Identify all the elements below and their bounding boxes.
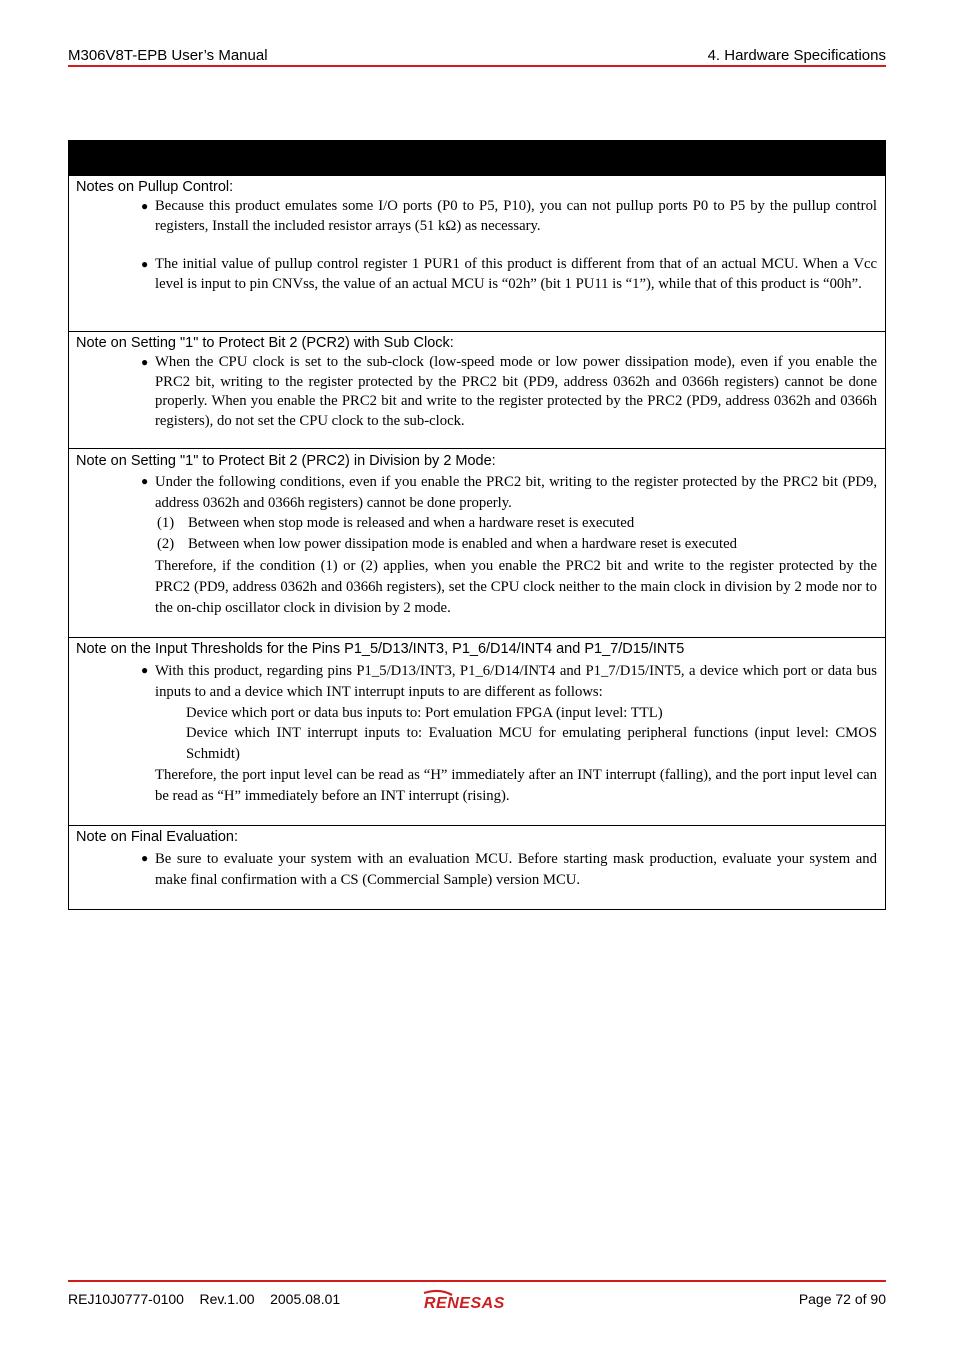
page-number: Page 72 of 90 (798, 1291, 886, 1307)
document-info: REJ10J0777-0100 Rev.1.00 2005.08.01 (68, 1291, 341, 1307)
bullet-icon: ● (141, 355, 149, 369)
notes-box-header-bar (69, 141, 885, 176)
condition-1-number: (1) (157, 515, 175, 531)
renesas-logo (422, 1289, 534, 1316)
bullet-icon: ● (141, 257, 149, 271)
final-evaluation-note: Be sure to evaluate your system with an evaluation MCU. Before starting mask production, evaluate your system and make final confirmation with a CS (Commercial Sample) version MCU. (155, 851, 877, 888)
section-divider (69, 637, 885, 638)
section-divider (69, 448, 885, 449)
division-therefore: Therefore, if the condition (1) or (2) applies, when you enable the PRC2 bit and write to the register protected by the PRC2 (PD9, address 0362h and 0366h registers), set the CPU clock neither to the main clock in division by 2 mode nor to the on-chip oscillator clock in division by 2 mode. (155, 558, 877, 616)
bullet-icon: ● (141, 199, 149, 213)
footer-rule (68, 1280, 886, 1282)
condition-2-text: Between when low power dissipation mode is enabled and when a hardware reset is executed (188, 536, 737, 552)
renesas-logo-text: RENESAS (424, 1295, 505, 1311)
section-title-pullup: Notes on Pullup Control: (76, 179, 234, 195)
pullup-note-2: The initial value of pullup control register 1 PUR1 of this product is different from that of an actual MCU. When a Vcc level is input to pin CNVss, the value of an actual MCU is “02h” (bit 1 PU11 is “1”), while that of this product is “00h”. (155, 256, 877, 292)
division-note: Under the following conditions, even if you enable the PRC2 bit, writing to the register protected by the PRC2 bit (PD9, address 0362h and 0366h registers) cannot be done properly. (155, 474, 877, 511)
section-divider (69, 331, 885, 332)
manual-title: M306V8T-EPB User’s Manual (68, 47, 268, 64)
section-title-division: Note on Setting "1" to Protect Bit 2 (PRC2) in Division by 2 Mode: (76, 453, 496, 469)
condition-2-number: (2) (157, 536, 175, 552)
chapter-title: 4. Hardware Specifications (707, 47, 886, 64)
section-title-subclock: Note on Setting "1" to Protect Bit 2 (PCR2) with Sub Clock: (76, 335, 454, 351)
condition-1-text: Between when stop mode is released and when a hardware reset is executed (188, 515, 635, 531)
device-port-input: Device which port or data bus inputs to: Port emulation FPGA (input level: TTL) (186, 705, 663, 721)
thresholds-therefore: Therefore, the port input level can be read as “H” immediately after an INT interrupt (falling), and the port input level can be read as “H” immediately before an INT interrupt (rising). (155, 767, 877, 804)
device-int-input: Device which INT interrupt inputs to: Evaluation MCU for emulating peripheral functions (input level: CMOS Schmidt) (186, 725, 877, 762)
bullet-icon: ● (141, 663, 149, 677)
subclock-note: When the CPU clock is set to the sub-clock (low-speed mode or low power dissipation mode), even if you enable the PRC2 bit, writing to the register protected by the PRC2 bit (PD9, address 0362h and 0366h registers) cannot be done properly. When you enable the PRC2 bit and write to the register protected by the PRC2 (PD9, address 0362h and 0366h registers), do not set the CPU clock to the sub-clock. (155, 354, 877, 429)
bullet-icon: ● (141, 474, 149, 488)
bullet-icon: ● (141, 851, 149, 865)
notes-box (68, 140, 886, 910)
section-title-final: Note on Final Evaluation: (76, 829, 239, 845)
header-rule (68, 65, 886, 67)
thresholds-note: With this product, regarding pins P1_5/D13/INT3, P1_6/D14/INT4 and P1_7/D15/INT5, a device which port or data bus inputs to and a device which INT interrupt inputs to are different as follows: (155, 663, 877, 700)
section-divider (69, 825, 885, 826)
pullup-note-1: Because this product emulates some I/O ports (P0 to P5, P10), you can not pullup ports P0 to P5 by the pullup control registers, Install the included resistor arrays (51 kΩ) as necessary. (155, 198, 877, 234)
section-title-thresholds: Note on the Input Thresholds for the Pins P1_5/D13/INT3, P1_6/D14/INT4 and P1_7/D15/INT5 (76, 641, 685, 657)
